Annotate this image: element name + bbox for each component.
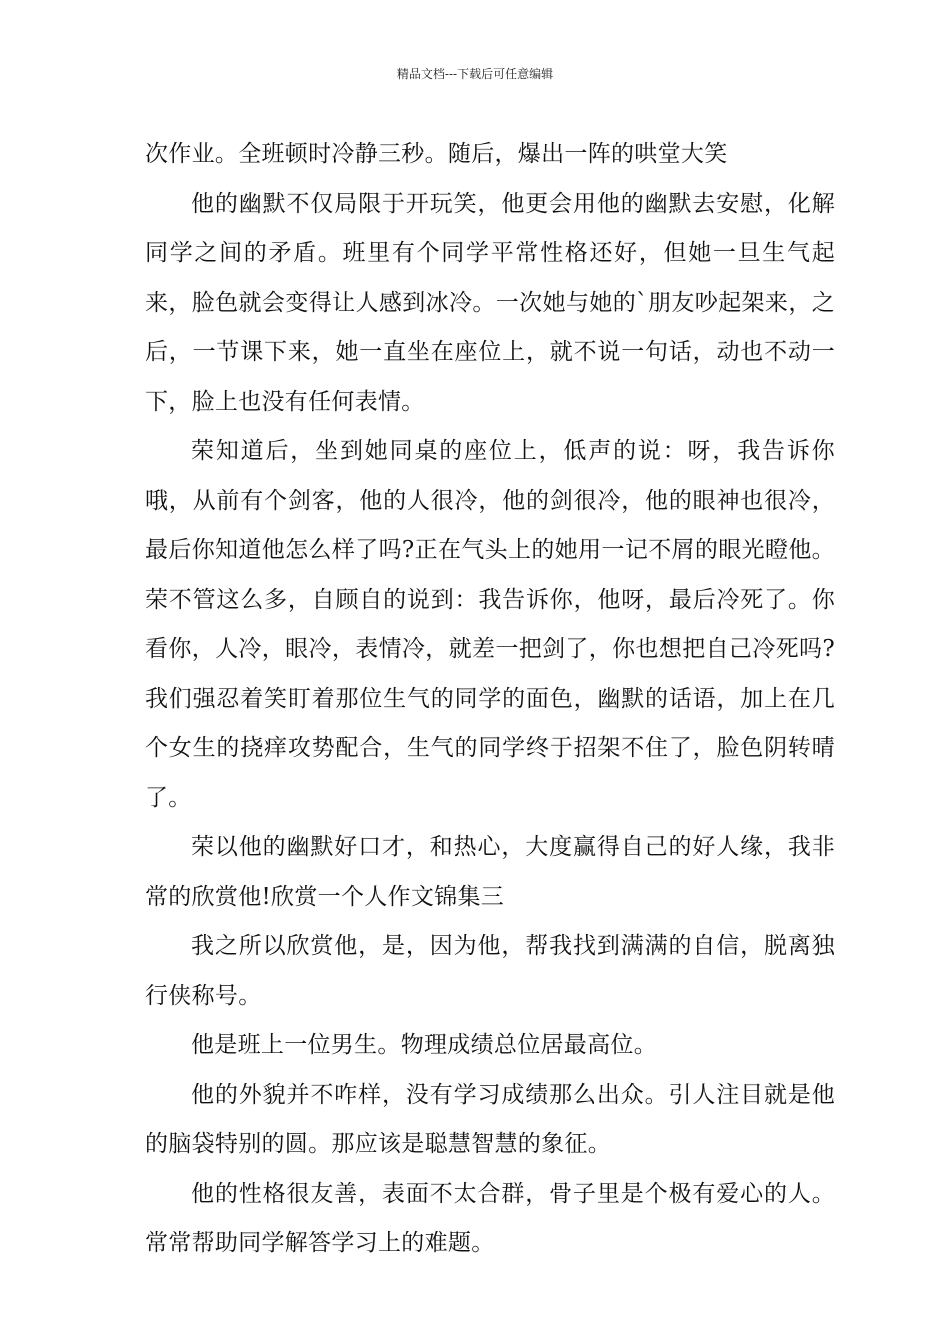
paragraph: 他的外貌并不咋样，没有学习成绩那么出众。引人注目就是他的脑袋特别的圆。那应该是聪慧智慧的象征。 xyxy=(145,1081,835,1157)
paragraph: 他的性格很友善，表面不太合群，骨子里是个极有爱心的人。常常帮助同学解答学习上的难题。 xyxy=(145,1180,835,1256)
paragraph: 他是班上一位男生。物理成绩总位居最高位。 xyxy=(191,1032,657,1058)
paragraph: 他的幽默不仅局限于开玩笑，他更会用他的幽默去安慰，化解同学之间的矛盾。班里有个同学平常性格还好，但她一旦生气起来，脸色就会变得让人感到冰冷。一次她与她的`朋友吵起架来，之后，一节课下来，她一直坐在座位上，就不说一句话，动也不动一下，脸上也没有任何表情。 xyxy=(145,190,835,415)
paragraph: 荣知道后，坐到她同桌的座位上，低声的说：呀，我告诉你哦，从前有个剑客，他的人很冷，他的剑很冷，他的眼神也很冷，最后你知道他怎么样了吗?正在气头上的她用一记不屑的眼光瞪他。荣不管这么多，自顾自的说到：我告诉你，他呀，最后冷死了。你看你，人冷，眼冷，表情冷，就差一把剑了，你也想把自己冷死吗?我们强忍着笑盯着那位生气的同学的面色，幽默的话语，加上在几个女生的挠痒攻势配合，生气的同学终于招架不住了，脸色阴转晴了。 xyxy=(145,438,835,811)
paragraph: 我之所以欣赏他，是，因为他，帮我找到满满的自信，脱离独行侠称号。 xyxy=(145,933,835,1009)
paragraph: 次作业。全班顿时冷静三秒。随后，爆出一阵的哄堂大笑 xyxy=(145,141,728,167)
document-body xyxy=(145,130,835,1269)
page-header: 精品文档---下载后可任意编辑 xyxy=(396,67,554,81)
paragraph: 荣以他的幽默好口才，和热心，大度赢得自己的好人缘，我非常的欣赏他!欣赏一个人作文锦集三 xyxy=(145,834,835,910)
